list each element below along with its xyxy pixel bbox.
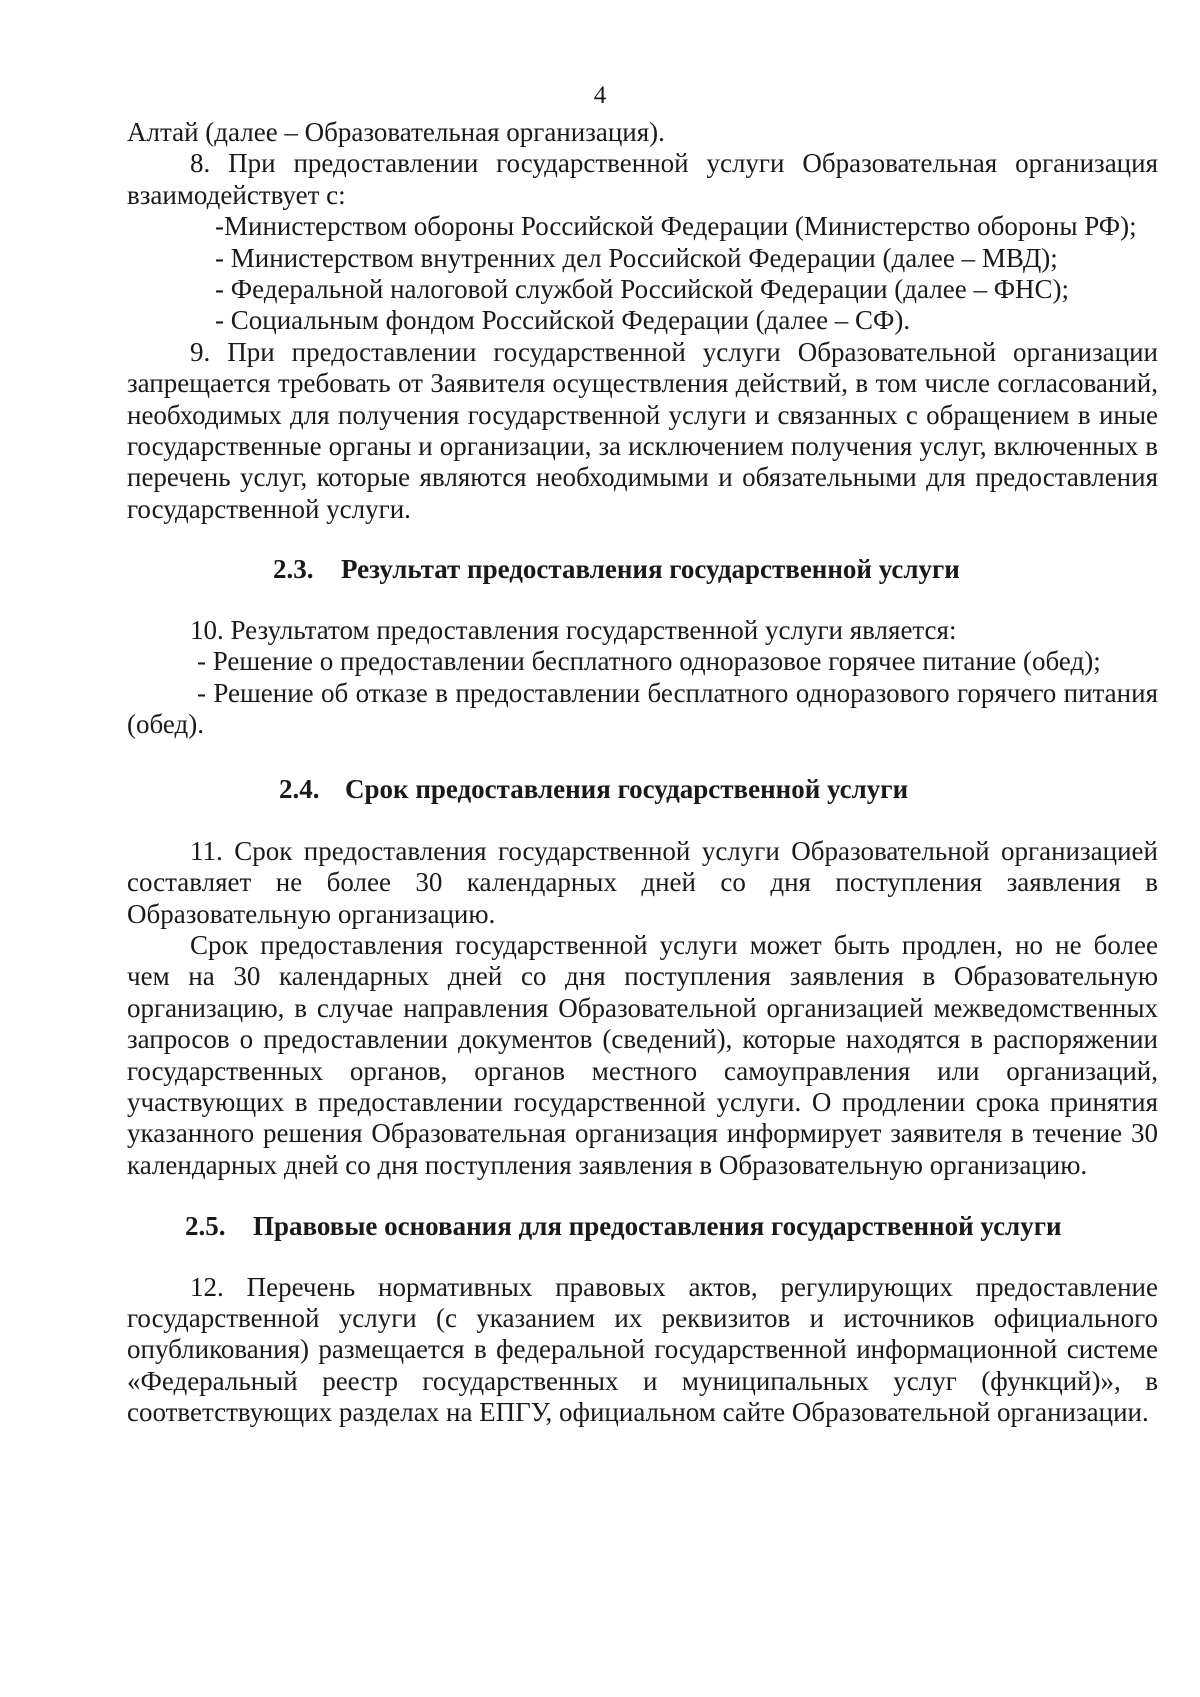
paragraph-intro: Алтай (далее – Образовательная организация). [127,117,665,147]
section-title: Результат предоставления государственной услуги [341,554,960,585]
list-item: - Министерством внутренних дел Российской Федерации (далее – МВД); [215,242,1058,273]
paragraph-11-extension: Срок предоставления государственной услуги может быть продлен, но не более чем на 30 календарных дней со дня поступления заявления в Образовательную организацию, в случае направления Образовательной организацией межведомственных запросов о предоставлении документов (сведений), которые находятся в распоряжении государственных органов, органов местного самоуправления или организаций, участвующих в предоставлении государственной услуги. О продлении срока принятия указанного решения Образовательная организация информирует заявителя в течение 30 календарных дней со дня поступления заявления в Образовательную организацию. [127,929,1158,1180]
list-item: - Решение о предоставлении бесплатного одноразовое горячее питание (обед); [197,646,1101,677]
paragraph-9: 9. При предоставлении государственной услуги Образовательной организации запрещается требовать от Заявителя осуществления действий, в том числе согласований, необходимых для получения государственной услуги и связанных с обращением в иные государственные органы и организации, за исключением получения услуг, включенных в перечень услуг, которые являются необходимыми и обязательными для предоставления государственной услуги. [127,336,1158,524]
result-list [127,646,1158,740]
section-number: 2.4. [279,774,320,805]
section-number: 2.5. [185,1211,226,1242]
section-heading-2-4 [127,774,1158,805]
list-item: -Министерством обороны Российской Федерации (Министерство обороны РФ); [215,211,1137,242]
paragraph-10: 10. Результатом предоставления государственной услуги является: [190,614,957,645]
paragraph-8: 8. При предоставлении государственной услуги Образовательная организация взаимодействует с: [127,148,1158,210]
section-title: Правовые основания для предоставления государственной услуги [253,1211,1062,1242]
section-number: 2.3. [273,554,314,585]
list-item: - Федеральной налоговой службой Российской Федерации (далее – ФНС); [215,274,1070,305]
interaction-list [127,211,1158,337]
document-body [127,117,1158,1429]
page-number: 4 [593,82,607,109]
list-item: - Социальным фондом Российской Федерации (далее – СФ). [215,305,911,336]
section-heading-2-5 [127,1211,1158,1242]
section-title: Срок предоставления государственной услуги [345,774,909,805]
paragraph-12: 12. Перечень нормативных правовых актов, регулирующих предоставление государственной услуги (с указанием их реквизитов и источников официального опубликования) размещается в федеральной государственной информационной системе «Федеральный реестр государственных и муниципальных услуг (функций)», в соответствующих разделах на ЕПГУ, официальном сайте Образовательной организации. [127,1271,1158,1428]
list-item: - Решение об отказе в предоставлении бесплатного одноразового горячего питания (обед). [127,677,1158,739]
section-heading-2-3 [127,554,1158,585]
paragraph-11: 11. Срок предоставления государственной услуги Образовательной организацией составляет не более 30 календарных дней со дня поступления заявления в Образовательную организацию. [127,835,1158,929]
